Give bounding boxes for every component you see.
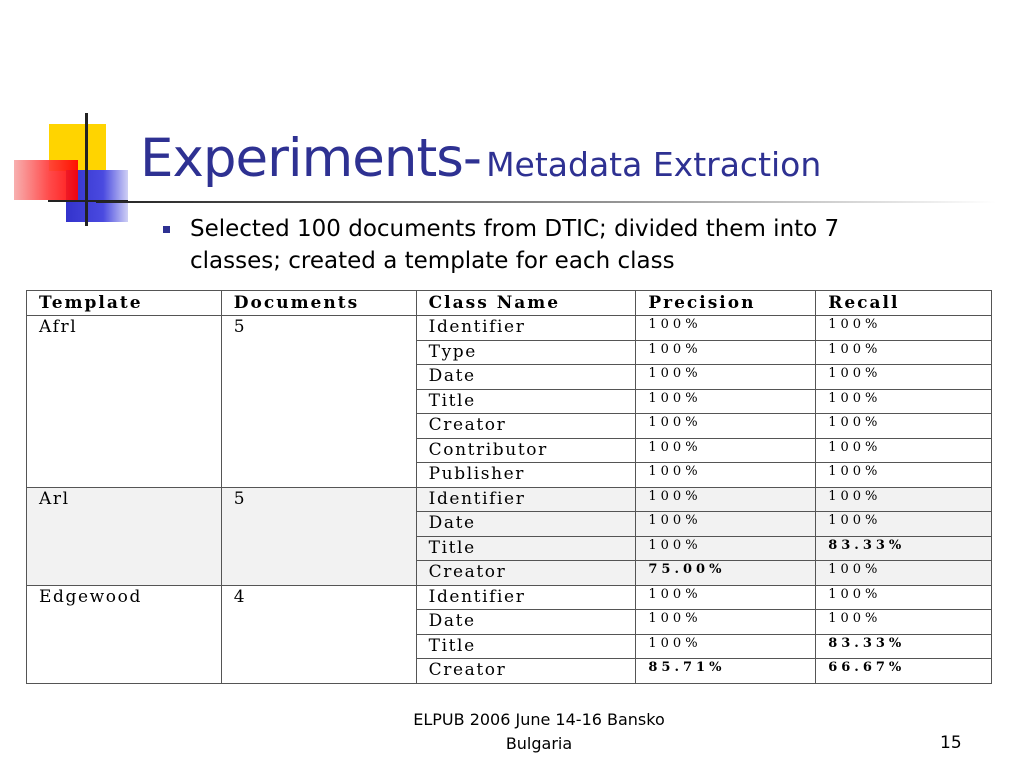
class-cell: Date [416,365,636,390]
table-row [27,316,992,341]
class-cell: Identifier [416,316,636,341]
template-cell: Afrl [27,316,222,488]
footer-text [384,708,694,756]
precision-cell: 85.71% [636,659,816,684]
recall-cell: 100% [816,414,992,439]
class-cell: Identifier [416,487,636,512]
precision-cell: 100% [636,414,816,439]
class-cell: Creator [416,561,636,586]
class-cell: Title [416,389,636,414]
recall-cell: 100% [816,610,992,635]
logo-red-square [14,160,78,200]
results-table [26,290,992,684]
precision-cell: 100% [636,316,816,341]
recall-cell: 100% [816,438,992,463]
template-cell: Arl [27,487,222,585]
bullet-text: Selected 100 documents from DTIC; divided them into 7 classes; created a template for each class [190,216,840,274]
documents-cell: 4 [221,585,416,683]
precision-cell: 100% [636,585,816,610]
precision-cell: 100% [636,438,816,463]
class-cell: Creator [416,414,636,439]
template-cell: Edgewood [27,585,222,683]
header-class-name: Class Name [416,291,636,316]
recall-cell: 100% [816,561,992,586]
recall-cell: 100% [816,340,992,365]
recall-cell: 100% [816,487,992,512]
class-cell: Creator [416,659,636,684]
documents-cell: 5 [221,487,416,585]
footer-line-2: Bulgaria [505,734,573,753]
table-row [27,585,992,610]
title-main: Experiments- [140,128,481,189]
recall-cell: 100% [816,365,992,390]
class-cell: Type [416,340,636,365]
title-sub: Metadata Extraction [486,145,822,184]
table-header-row [27,291,992,316]
header-recall: Recall [816,291,992,316]
precision-cell: 100% [636,389,816,414]
table-row [27,487,992,512]
recall-cell: 100% [816,389,992,414]
header-precision: Precision [636,291,816,316]
recall-cell: 100% [816,512,992,537]
class-cell: Identifier [416,585,636,610]
recall-cell: 66.67% [816,659,992,684]
bullet-item [168,213,928,277]
header-documents: Documents [221,291,416,316]
precision-cell: 100% [636,340,816,365]
class-cell: Date [416,610,636,635]
class-cell: Date [416,512,636,537]
square-bullet-icon [163,226,170,233]
recall-cell: 83.33% [816,536,992,561]
page-number: 15 [940,733,962,753]
precision-cell: 100% [636,365,816,390]
recall-cell: 83.33% [816,634,992,659]
recall-cell: 100% [816,585,992,610]
precision-cell: 100% [636,536,816,561]
class-cell: Publisher [416,463,636,488]
title-underline [96,201,996,203]
header-template: Template [27,291,222,316]
page-title [140,128,821,189]
precision-cell: 100% [636,512,816,537]
precision-cell: 100% [636,463,816,488]
precision-cell: 100% [636,610,816,635]
class-cell: Title [416,634,636,659]
documents-cell: 5 [221,316,416,488]
precision-cell: 100% [636,634,816,659]
recall-cell: 100% [816,463,992,488]
recall-cell: 100% [816,316,992,341]
precision-cell: 100% [636,487,816,512]
logo-vertical-line [85,113,88,226]
class-cell: Title [416,536,636,561]
footer-line-1: ELPUB 2006 June 14-16 Bansko [413,710,665,729]
class-cell: Contributor [416,438,636,463]
precision-cell: 75.00% [636,561,816,586]
